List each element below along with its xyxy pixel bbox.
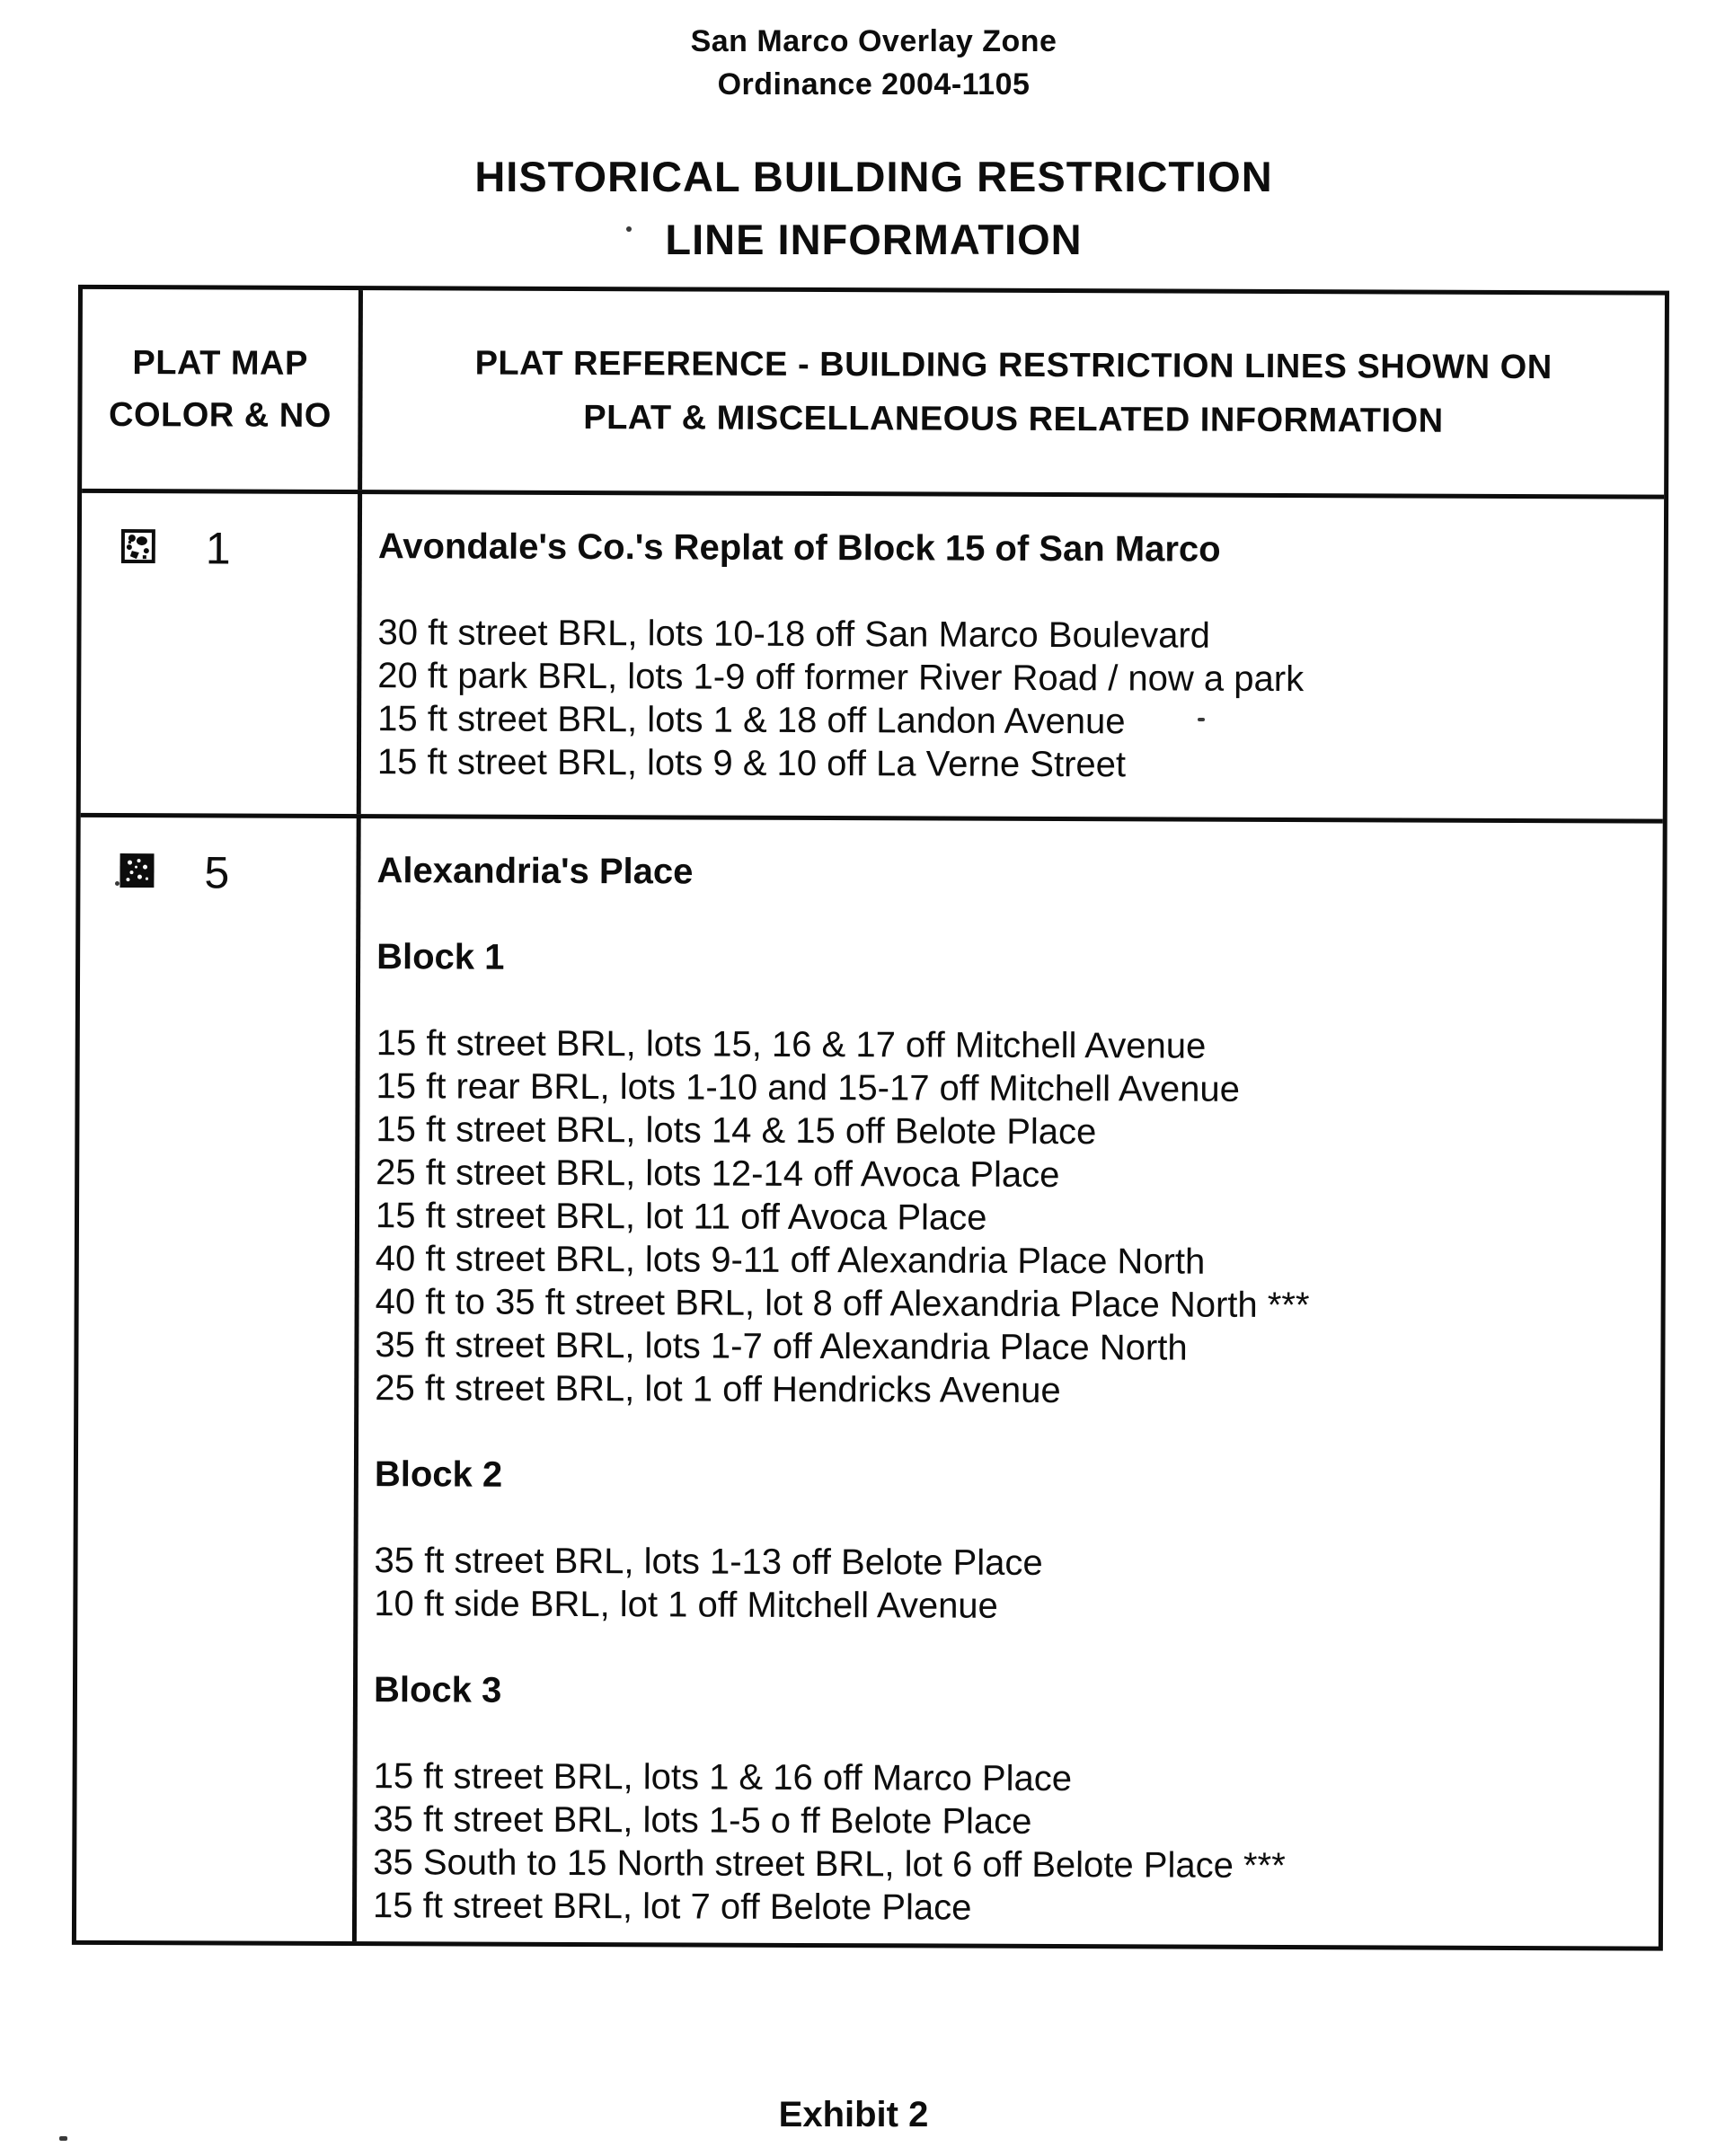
brl-line: 40 ft street BRL, lots 9-11 off Alexandria Place North: [375, 1239, 1206, 1282]
brl-line: 15 ft street BRL, lots 14 & 15 off Belote Place: [376, 1109, 1097, 1153]
column-header-plat-map-line1: PLAT MAP: [132, 344, 308, 383]
brl-line: 35 South to 15 North street BRL, lot 6 off Belote Place ***: [373, 1842, 1286, 1886]
page-title-line2: LINE INFORMATION: [665, 216, 1083, 263]
brl-line: 30 ft street BRL, lots 10-18 off San Marco Boulevard: [377, 613, 1211, 656]
brl-line: 35 ft street BRL, lots 1-7 off Alexandria Place North: [375, 1325, 1188, 1368]
building-restriction-table: [72, 285, 1669, 1951]
page-title-line1: HISTORICAL BUILDING RESTRICTION: [474, 153, 1273, 200]
block-heading: Block 1: [376, 937, 505, 977]
block-heading: Block 2: [374, 1454, 503, 1495]
page-title: [78, 146, 1669, 271]
plat-number: 1: [205, 523, 231, 574]
plat-color-swatch-icon: [119, 853, 154, 888]
document-header: [78, 20, 1669, 271]
scan-speckle: [115, 881, 119, 886]
brl-group: [377, 611, 1632, 788]
overlay-zone-subtitle: San Marco Overlay Zone: [690, 24, 1057, 58]
column-header-plat-reference-line1: PLAT REFERENCE - BUILDING RESTRICTION LINES SHOWN ON: [474, 344, 1552, 387]
table-row: [76, 817, 1663, 1947]
brl-line: 15 ft street BRL, lot 7 off Belote Place: [372, 1886, 972, 1928]
brl-line: 15 ft street BRL, lots 1 & 16 off Marco Place: [373, 1756, 1073, 1799]
scan-speckle: [626, 226, 632, 232]
block-heading: Block 3: [373, 1670, 502, 1710]
brl-group-block-2: [374, 1453, 1628, 1630]
plat-map-color-cell: [81, 493, 362, 814]
brl-line: 15 ft street BRL, lots 9 & 10 off La Verne Street: [376, 742, 1127, 785]
brl-line: 25 ft street BRL, lots 12-14 off Avoca Place: [376, 1153, 1060, 1196]
plat-number: 5: [204, 847, 230, 898]
brl-line: 40 ft to 35 ft street BRL, lot 8 off Alexandria Place North ***: [375, 1282, 1310, 1326]
plat-color-swatch-icon: [121, 529, 155, 563]
brl-line: 25 ft street BRL, lot 1 off Hendricks Avenue: [375, 1368, 1061, 1411]
plat-reference-cell: [361, 494, 1664, 819]
scan-speckle: [59, 2136, 67, 2141]
brl-line: 10 ft side BRL, lot 1 off Mitchell Avenue: [374, 1584, 998, 1626]
brl-group-block-3: [373, 1668, 1627, 1931]
ordinance-number: Ordinance 2004-1105: [717, 67, 1031, 102]
brl-line: 20 ft park BRL, lots 1-9 off former River Road / now a park: [377, 656, 1305, 700]
brl-line: 15 ft rear BRL, lots 1-10 and 15-17 off Mitchell Avenue: [376, 1066, 1240, 1109]
plat-title: Avondale's Co.'s Replat of Block 15 of San Marco: [377, 526, 1221, 570]
plat-map-color-cell: [76, 817, 361, 1941]
brl-line: 15 ft street BRL, lots 15, 16 & 17 off Mitchell Avenue: [376, 1023, 1207, 1066]
column-header-plat-map: [82, 289, 363, 490]
table-header-row: [82, 289, 1665, 499]
column-header-plat-map-line2: COLOR & NO: [108, 395, 332, 435]
column-header-plat-reference: [362, 290, 1665, 495]
brl-line: 15 ft street BRL, lots 1 & 18 off Landon Avenue: [377, 699, 1126, 742]
table-row: [81, 493, 1664, 824]
brl-group-block-1: [375, 935, 1630, 1414]
plat-title: Alexandria's Place: [376, 851, 694, 892]
brl-line: 35 ft street BRL, lots 1-5 o ff Belote Place: [373, 1799, 1032, 1842]
brl-line: 15 ft street BRL, lot 11 off Avoca Place: [375, 1196, 987, 1238]
column-header-plat-reference-line2: PLAT & MISCELLANEOUS RELATED INFORMATION: [583, 399, 1444, 440]
scan-speckle: [1198, 718, 1205, 721]
brl-line: 35 ft street BRL, lots 1-13 off Belote Place: [374, 1541, 1043, 1583]
exhibit-label: Exhibit 2: [778, 2095, 929, 2134]
plat-reference-cell: [357, 818, 1663, 1947]
